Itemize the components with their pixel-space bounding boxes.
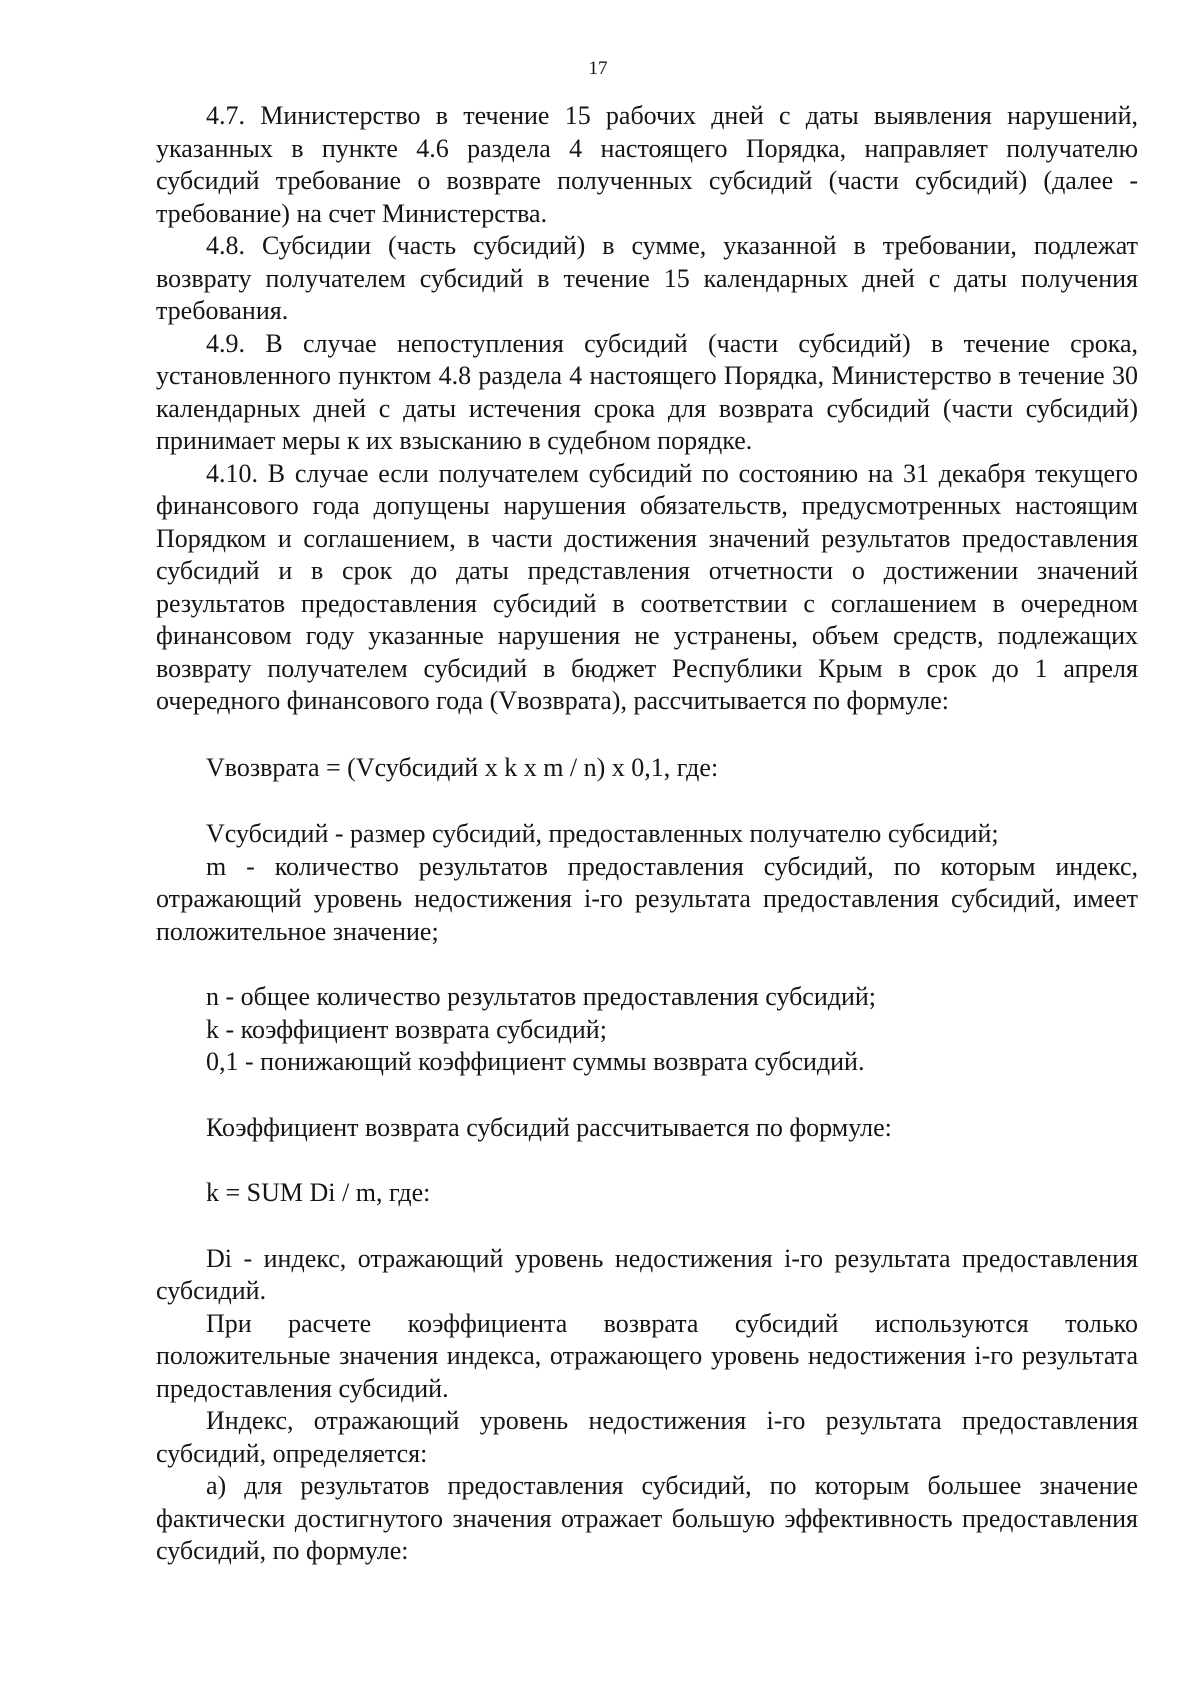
spacer: [156, 1079, 1138, 1112]
definition-n: n - общее количество результатов предоставления субсидий;: [206, 982, 877, 1011]
spacer: [156, 948, 1138, 981]
paragraph-index-definition: Индекс, отражающий уровень недостижения i-го результата предоставления субсидий, определяется:: [156, 1406, 1138, 1468]
paragraph-4-7: 4.7. Министерство в течение 15 рабочих дней с даты выявления нарушений, указанных в пункте 4.6 раздела 4 настоящего Порядка, направляет получателю субсидий требование о возврате полученных субсидий (части субсидий) (далее - требование) на счет Министерства.: [156, 101, 1138, 228]
paragraph-positive-values: При расчете коэффициента возврата субсидий используются только положительные значения индекса, отражающего уровень недостижения i-го результата предоставления субсидий.: [156, 1308, 1138, 1403]
paragraph-a: а) для результатов предоставления субсидий, по которым большее значение фактически достигнутого значения отражает большую эффективность предоставления субсидий, по формуле:: [156, 1471, 1138, 1565]
page-number: 17: [588, 58, 608, 79]
paragraph-4-10: 4.10. В случае если получателем субсидий по состоянию на 31 декабря текущего финансового года допущены нарушения обязательств, предусмотренных настоящим Порядком и соглашением, в части достижения значений результатов предоставления субсидий и в срок до даты представления отчетности о достижении значений результатов предоставления субсидий в соответствии с соглашением в очередном финансовом году указанные нарушения не устранены, объем средств, подлежащих возврату получателем субсидий в бюджет Республики Крым в срок до 1 апреля очередного финансового года (Vвозврата), рассчитывается по формуле:: [156, 458, 1138, 715]
definition-0-1: 0,1 - понижающий коэффициент суммы возврата субсидий.: [206, 1047, 865, 1076]
spacer: [156, 1210, 1138, 1243]
definition-k: k - коэффициент возврата субсидий;: [206, 1014, 607, 1044]
document-body: [156, 100, 1138, 1568]
formula-v-return: Vвозврата = (Vсубсидий х k х m / n) х 0,1, где:: [206, 752, 719, 782]
definition-di: Di - индекс, отражающий уровень недостижения i-го результата предоставления субсидий.: [156, 1243, 1138, 1305]
definition-m: m - количество результатов предоставления субсидий, по которым индекс, отражающий уровень недостижения i-го результата предоставления субсидий, имеет положительное значение;: [156, 851, 1138, 946]
k-intro: Коэффициент возврата субсидий рассчитывается по формуле:: [206, 1112, 892, 1142]
spacer: [156, 718, 1138, 752]
spacer: [156, 784, 1138, 818]
definition-v-subsidies: Vсубсидий - размер субсидий, предоставленных получателю субсидий;: [206, 819, 999, 848]
paragraph-4-9: 4.9. В случае непоступления субсидий (части субсидий) в течение срока, установленного пунктом 4.8 раздела 4 настоящего Порядка, Министерство в течение 30 календарных дней с даты истечения срока для возврата субсидий (части субсидий) принимает меры к их взысканию в судебном порядке.: [156, 328, 1138, 455]
formula-k: k = SUM Di / m, где:: [206, 1178, 431, 1207]
spacer: [156, 1144, 1138, 1177]
paragraph-4-8: 4.8. Субсидии (часть субсидий) в сумме, указанной в требовании, подлежат возврату получателем субсидий в течение 15 календарных дней с даты получения требования.: [156, 231, 1138, 325]
